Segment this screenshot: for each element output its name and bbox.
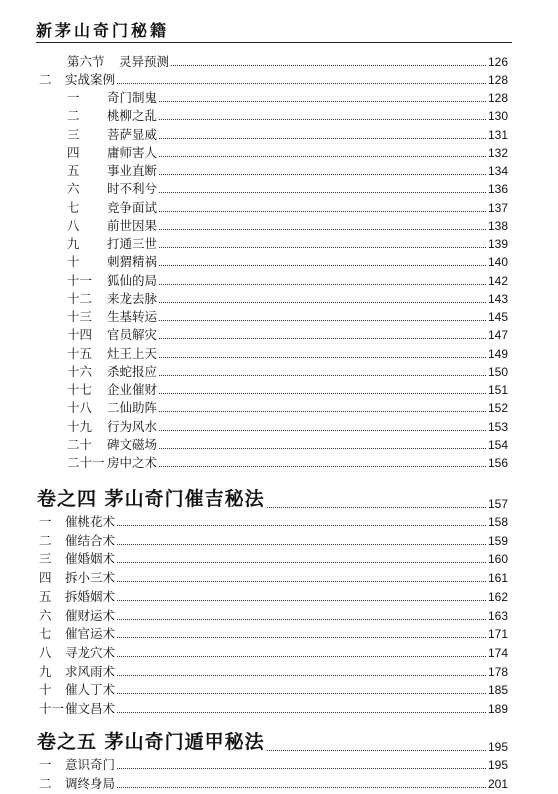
toc-entry[interactable] [39,569,508,585]
entry-page: 160 [487,552,508,567]
entry-page: 156 [487,456,508,470]
leader-dots [117,712,486,713]
book-title: 新茅山奇门秘籍 [36,21,170,40]
toc-entry[interactable] [67,326,508,342]
entry-title: 催官运术 [65,626,116,642]
entry-page: 158 [487,515,508,529]
toc-entry[interactable] [39,625,508,641]
entry-page: 145 [487,310,508,324]
entry-page: 159 [487,533,508,548]
entry-number: 八 [39,644,52,660]
toc-entry[interactable] [39,532,508,548]
entry-number: 七 [67,199,80,215]
entry-number: 五 [39,588,52,604]
entry-number: 一 [39,514,52,529]
entry-title: 时不利兮 [107,181,158,197]
entry-number: 十 [67,254,80,270]
leader-dots [159,265,486,266]
entry-number: 十六 [67,363,93,379]
toc-entry[interactable] [67,253,508,269]
entry-page: 128 [487,91,508,105]
leader-dots [117,562,486,563]
entry-number: 九 [67,236,80,251]
leader-dots [267,750,486,751]
entry-page: 157 [487,497,508,511]
leader-dots [117,619,486,620]
leader-dots [159,357,486,358]
toc-entry[interactable] [67,162,508,178]
leader-dots [117,581,486,582]
entry-page: 132 [487,145,508,160]
entry-page: 138 [487,218,508,233]
toc-entry[interactable] [67,89,508,105]
entry-title: 狐仙的局 [107,272,158,288]
entry-number: 三 [67,126,80,142]
entry-number: 六 [39,607,52,623]
leader-dots [117,675,486,676]
leader-dots [159,229,486,230]
entry-title: 催财运术 [65,607,116,623]
entry-page: 150 [487,364,508,379]
entry-number: 四 [39,570,52,586]
leader-dots [117,525,486,526]
leader-dots [117,693,486,694]
leader-dots [159,284,486,285]
entry-number: 二十 [67,436,93,452]
toc-entry[interactable] [67,107,508,123]
entry-number: 十一 [39,701,65,716]
entry-page: 142 [487,273,508,288]
entry-number: 八 [67,217,80,233]
entry-page: 201 [487,776,508,791]
leader-dots [117,83,486,84]
entry-title: 来龙去脉 [107,290,158,306]
entry-page: 189 [487,702,508,716]
toc-entry[interactable] [67,180,508,196]
toc-entry[interactable] [67,418,508,434]
entry-number: 五 [67,163,80,178]
leader-dots [171,65,486,66]
entry-title: 灵异预测 [119,54,170,69]
leader-dots [117,768,486,769]
entry-page: 162 [487,589,508,604]
toc-entry[interactable] [67,436,508,452]
leader-dots [159,338,486,339]
toc-entry[interactable] [39,681,508,697]
entry-title: 调终身局 [65,775,116,791]
entry-title: 官员解灾 [107,327,158,343]
leader-dots [159,466,486,467]
leader-dots [159,411,486,412]
entry-number: 二 [67,108,80,124]
toc-entry[interactable] [67,454,508,470]
entry-page: 185 [487,683,508,698]
toc-entry[interactable] [67,290,508,306]
entry-number: 十五 [67,345,93,361]
entry-number: 二 [39,532,52,548]
entry-number: 十八 [67,400,93,416]
entry-number: 二十一 [67,455,105,470]
entry-title: 房中之术 [107,455,158,470]
leader-dots [117,637,486,638]
entry-page: 128 [487,73,508,87]
entry-title: 生基转运 [107,309,158,324]
toc-entry[interactable] [39,588,508,604]
entry-title: 实战案例 [65,72,116,87]
leader-dots [159,119,486,120]
toc-entry[interactable] [39,663,508,679]
entry-page: 161 [487,571,508,586]
entry-title: 催桃花术 [65,514,116,529]
entry-page: 171 [487,627,508,642]
leader-dots [159,156,486,157]
toc-entry[interactable] [67,235,508,251]
entry-page: 195 [487,740,508,754]
entry-number: 九 [39,663,52,679]
leader-dots [159,138,486,139]
toc-entry[interactable] [67,272,508,288]
entry-title: 拆婚姻术 [65,588,116,604]
entry-page: 147 [487,328,508,343]
entry-page: 151 [487,383,508,397]
entry-title: 催婚姻术 [65,551,116,567]
entry-number: 十九 [67,418,93,434]
entry-number: 三 [39,551,52,567]
leader-dots [159,247,486,248]
entry-page: 174 [487,645,508,660]
leader-dots [159,192,486,193]
entry-title: 寻龙穴术 [65,644,116,660]
entry-page: 163 [487,608,508,623]
entry-title: 行为风水 [107,418,158,434]
toc-entry[interactable] [67,144,508,160]
entry-page: 195 [487,758,508,772]
entry-title: 菩萨显威 [107,126,158,142]
toc-entry[interactable] [67,53,508,69]
entry-title: 意识奇门 [65,757,116,772]
entry-number: 第六节 [67,54,105,69]
entry-number: 二 [39,775,52,791]
entry-page: 134 [487,164,508,178]
entry-title: 杀蛇报应 [107,363,158,379]
volume-title: 卷之四 茅山奇门催吉秘法 [37,488,265,510]
entry-title: 拆小三术 [65,570,116,586]
entry-title: 打通三世 [107,236,158,251]
page-header [36,14,512,43]
toc-entry[interactable] [39,756,508,772]
leader-dots [159,448,486,449]
leader-dots [159,430,486,431]
entry-page: 131 [487,127,508,142]
entry-page: 143 [487,291,508,306]
entry-number: 十三 [67,309,93,324]
entry-title: 桃柳之乱 [107,108,158,124]
toc-entry[interactable] [67,345,508,361]
leader-dots [117,787,486,788]
entry-page: 140 [487,255,508,270]
toc-entry[interactable] [67,199,508,215]
entry-title: 刺猬精祸 [107,254,158,270]
toc-entry[interactable] [67,217,508,233]
entry-number: 七 [39,626,52,642]
entry-title: 二仙助阵 [107,400,158,416]
toc-entry[interactable] [39,71,508,87]
toc-entry[interactable] [67,381,508,397]
entry-page: 139 [487,237,508,251]
entry-title: 催文昌术 [65,701,116,716]
leader-dots [159,375,486,376]
leader-dots [267,507,486,508]
leader-dots [159,174,486,175]
entry-page: 154 [487,437,508,452]
entry-number: 一 [39,757,52,772]
toc-entry[interactable] [67,399,508,415]
entry-title: 灶王上天 [107,345,158,361]
leader-dots [117,600,486,601]
leader-dots [159,393,486,394]
leader-dots [159,211,486,212]
entry-title: 竞争面试 [107,199,158,215]
entry-title: 奇门制鬼 [107,90,158,105]
entry-page: 130 [487,109,508,124]
entry-number: 十 [39,682,52,698]
entry-number: 十二 [67,290,93,306]
toc-volume-heading[interactable] [37,485,508,511]
toc-volume-heading[interactable] [37,728,508,754]
entry-number: 十七 [67,382,93,397]
leader-dots [159,302,486,303]
entry-number: 六 [67,181,80,197]
entry-number: 四 [67,144,80,160]
entry-page: 136 [487,182,508,197]
toc-entry[interactable] [39,513,508,529]
entry-title: 企业催财 [107,382,158,397]
entry-page: 178 [487,664,508,679]
entry-number: 十四 [67,327,93,343]
toc-entry[interactable] [39,700,508,716]
toc-entry[interactable] [39,775,508,791]
toc-entry[interactable] [67,363,508,379]
leader-dots [117,656,486,657]
leader-dots [159,320,486,321]
entry-page: 152 [487,401,508,416]
toc-entry[interactable] [39,607,508,623]
entry-title: 前世因果 [107,217,158,233]
entry-page: 153 [487,419,508,434]
entry-page: 137 [487,200,508,215]
toc-entry[interactable] [39,644,508,660]
toc-entry[interactable] [67,126,508,142]
volume-title: 卷之五 茅山奇门遁甲秘法 [37,731,265,753]
entry-page: 126 [487,55,508,69]
entry-title: 催结合术 [65,532,116,548]
entry-number: 十一 [67,272,93,288]
toc-entry[interactable] [67,308,508,324]
entry-number: 二 [39,72,52,87]
toc-entry[interactable] [39,550,508,566]
entry-title: 碑文磁场 [107,436,158,452]
entry-title: 求风雨术 [65,663,116,679]
leader-dots [117,544,486,545]
entry-title: 事业直断 [107,163,158,178]
leader-dots [159,101,486,102]
entry-page: 149 [487,346,508,361]
entry-number: 一 [67,90,80,105]
entry-title: 催人丁术 [65,682,116,698]
entry-title: 庸师害人 [107,144,158,160]
